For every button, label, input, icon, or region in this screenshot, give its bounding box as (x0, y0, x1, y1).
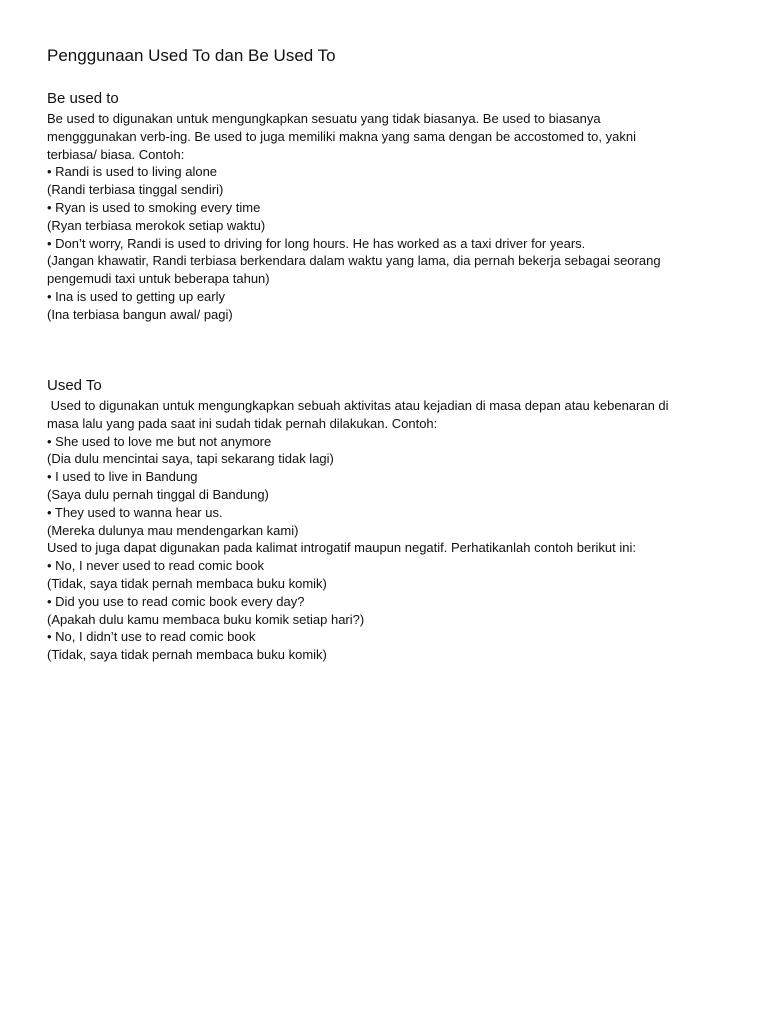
example-sentence: • Did you use to read comic book every day? (47, 593, 305, 609)
section-be-used-to (47, 89, 737, 324)
section-used-to (47, 376, 737, 664)
paragraph-line: Used to juga dapat digunakan pada kalimat introgatif maupun negatif. Perhatikanlah contoh berikut ini: (47, 540, 636, 556)
example-sentence: • Randi is used to living alone (47, 164, 218, 180)
page-title: Penggunaan Used To dan Be Used To (47, 46, 336, 65)
paragraph-line: mengggunakan verb-ing. Be used to juga memiliki makna yang sama dengan be accostomed to, yakni (47, 128, 636, 144)
example-sentence: • Don’t worry, Randi is used to driving for long hours. He has worked as a taxi driver for years. (47, 235, 586, 251)
example-translation: (Tidak, saya tidak pernah membaca buku komik) (47, 575, 327, 591)
example-translation: (Dia dulu mencintai saya, tapi sekarang tidak lagi) (47, 451, 334, 467)
example-sentence: • No, I didn’t use to read comic book (47, 629, 256, 645)
example-translation: (Mereka dulunya mau mendengarkan kami) (47, 522, 299, 538)
example-translation: (Apakah dulu kamu membaca buku komik setiap hari?) (47, 611, 365, 627)
example-translation: (Tidak, saya tidak pernah membaca buku komik) (47, 647, 327, 663)
example-sentence: • Ryan is used to smoking every time (47, 199, 261, 215)
example-translation: pengemudi taxi untuk beberapa tahun) (47, 271, 270, 287)
example-translation: (Ina terbiasa bangun awal/ pagi) (47, 306, 233, 322)
example-sentence: • Ina is used to getting up early (47, 288, 225, 304)
section-heading: Used To (47, 377, 102, 394)
paragraph-line: Be used to digunakan untuk mengungkapkan sesuatu yang tidak biasanya. Be used to biasanya (47, 111, 601, 126)
paragraph-line: masa lalu yang pada saat ini sudah tidak pernah dilakukan. Contoh: (47, 415, 438, 431)
paragraph-line: terbiasa/ biasa. Contoh: (47, 146, 185, 162)
example-translation: (Randi terbiasa tinggal sendiri) (47, 182, 224, 198)
paragraph-line: Used to digunakan untuk mengungkapkan sebuah aktivitas atau kejadian di masa depan atau kebenaran di (47, 398, 669, 413)
example-translation: (Saya dulu pernah tinggal di Bandung) (47, 486, 269, 502)
example-sentence: • I used to live in Bandung (47, 469, 198, 485)
example-sentence: • No, I never used to read comic book (47, 558, 264, 574)
example-sentence: • She used to love me but not anymore (47, 433, 272, 449)
section-heading: Be used to (47, 90, 119, 107)
example-translation: (Jangan khawatir, Randi terbiasa berkendara dalam waktu yang lama, dia pernah bekerja sebagai seorang (47, 253, 661, 269)
example-sentence: • They used to wanna hear us. (47, 504, 223, 520)
example-translation: (Ryan terbiasa merokok setiap waktu) (47, 217, 266, 233)
